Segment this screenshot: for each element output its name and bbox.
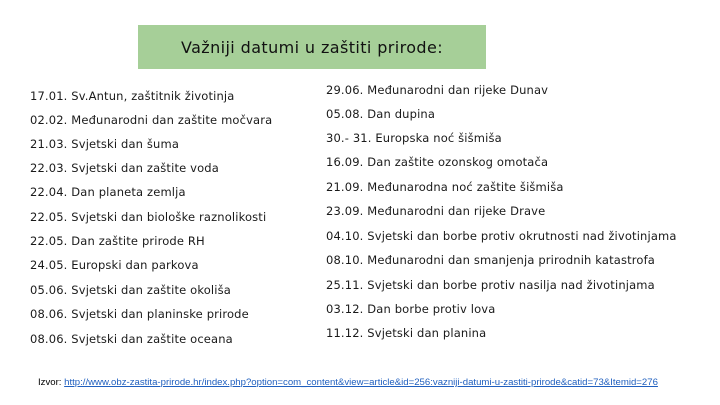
right-list-item: 03.12. Dan borbe protiv lova (326, 302, 496, 316)
left-list-item: 08.06. Svjetski dan zaštite oceana (30, 332, 233, 346)
right-list-item: 25.11. Svjetski dan borbe protiv nasilja nad životinjama (326, 278, 655, 292)
right-list-item: 29.06. Međunarodni dan rijeke Dunav (326, 83, 549, 97)
left-list-item: 02.02. Međunarodni dan zaštite močvara (30, 113, 273, 127)
right-list-item: 05.08. Dan dupina (326, 107, 436, 121)
right-list-item: 21.09. Međunarodna noć zaštite šišmiša (326, 180, 564, 194)
right-list-item: 23.09. Međunarodni dan rijeke Drave (326, 204, 546, 218)
left-list-item: 17.01. Sv.Antun, zaštitnik životinja (30, 89, 235, 103)
source-label: Izvor: (38, 377, 65, 388)
left-list-item: 22.04. Dan planeta zemlja (30, 185, 186, 199)
left-list-item: 22.05. Dan zaštite prirode RH (30, 234, 205, 248)
slide-title-box (138, 25, 486, 69)
slide-title: Važniji datumi u zaštiti prirode: (180, 37, 444, 57)
right-list-item: 30.- 31. Europska noć šišmiša (326, 131, 502, 145)
left-list-item: 24.05. Europski dan parkova (30, 258, 199, 272)
right-list-item: 16.09. Dan zaštite ozonskog omotača (326, 155, 549, 169)
left-list-item: 22.05. Svjetski dan biološke raznolikosti (30, 210, 267, 224)
left-list-item: 05.06. Svjetski dan zaštite okoliša (30, 283, 231, 297)
right-list-item: 08.10. Međunarodni dan smanjenja prirodnih katastrofa (326, 253, 655, 267)
right-list-item: 11.12. Svjetski dan planina (326, 326, 487, 340)
right-list-item: 04.10. Svjetski dan borbe protiv okrutnosti nad životinjama (326, 229, 677, 243)
left-list-item: 21.03. Svjetski dan šuma (30, 137, 180, 151)
left-list-item: 22.03. Svjetski dan zaštite voda (30, 161, 219, 175)
source-link[interactable]: http://www.obz-zastita-prirode.hr/index.php?option=com_content&view=article&id=256:vazniji-datumi-u-zastiti-prirode&catid=73&Itemid=276 (64, 377, 658, 388)
source-citation (38, 377, 658, 388)
left-list-item: 08.06. Svjetski dan planinske prirode (30, 307, 249, 321)
